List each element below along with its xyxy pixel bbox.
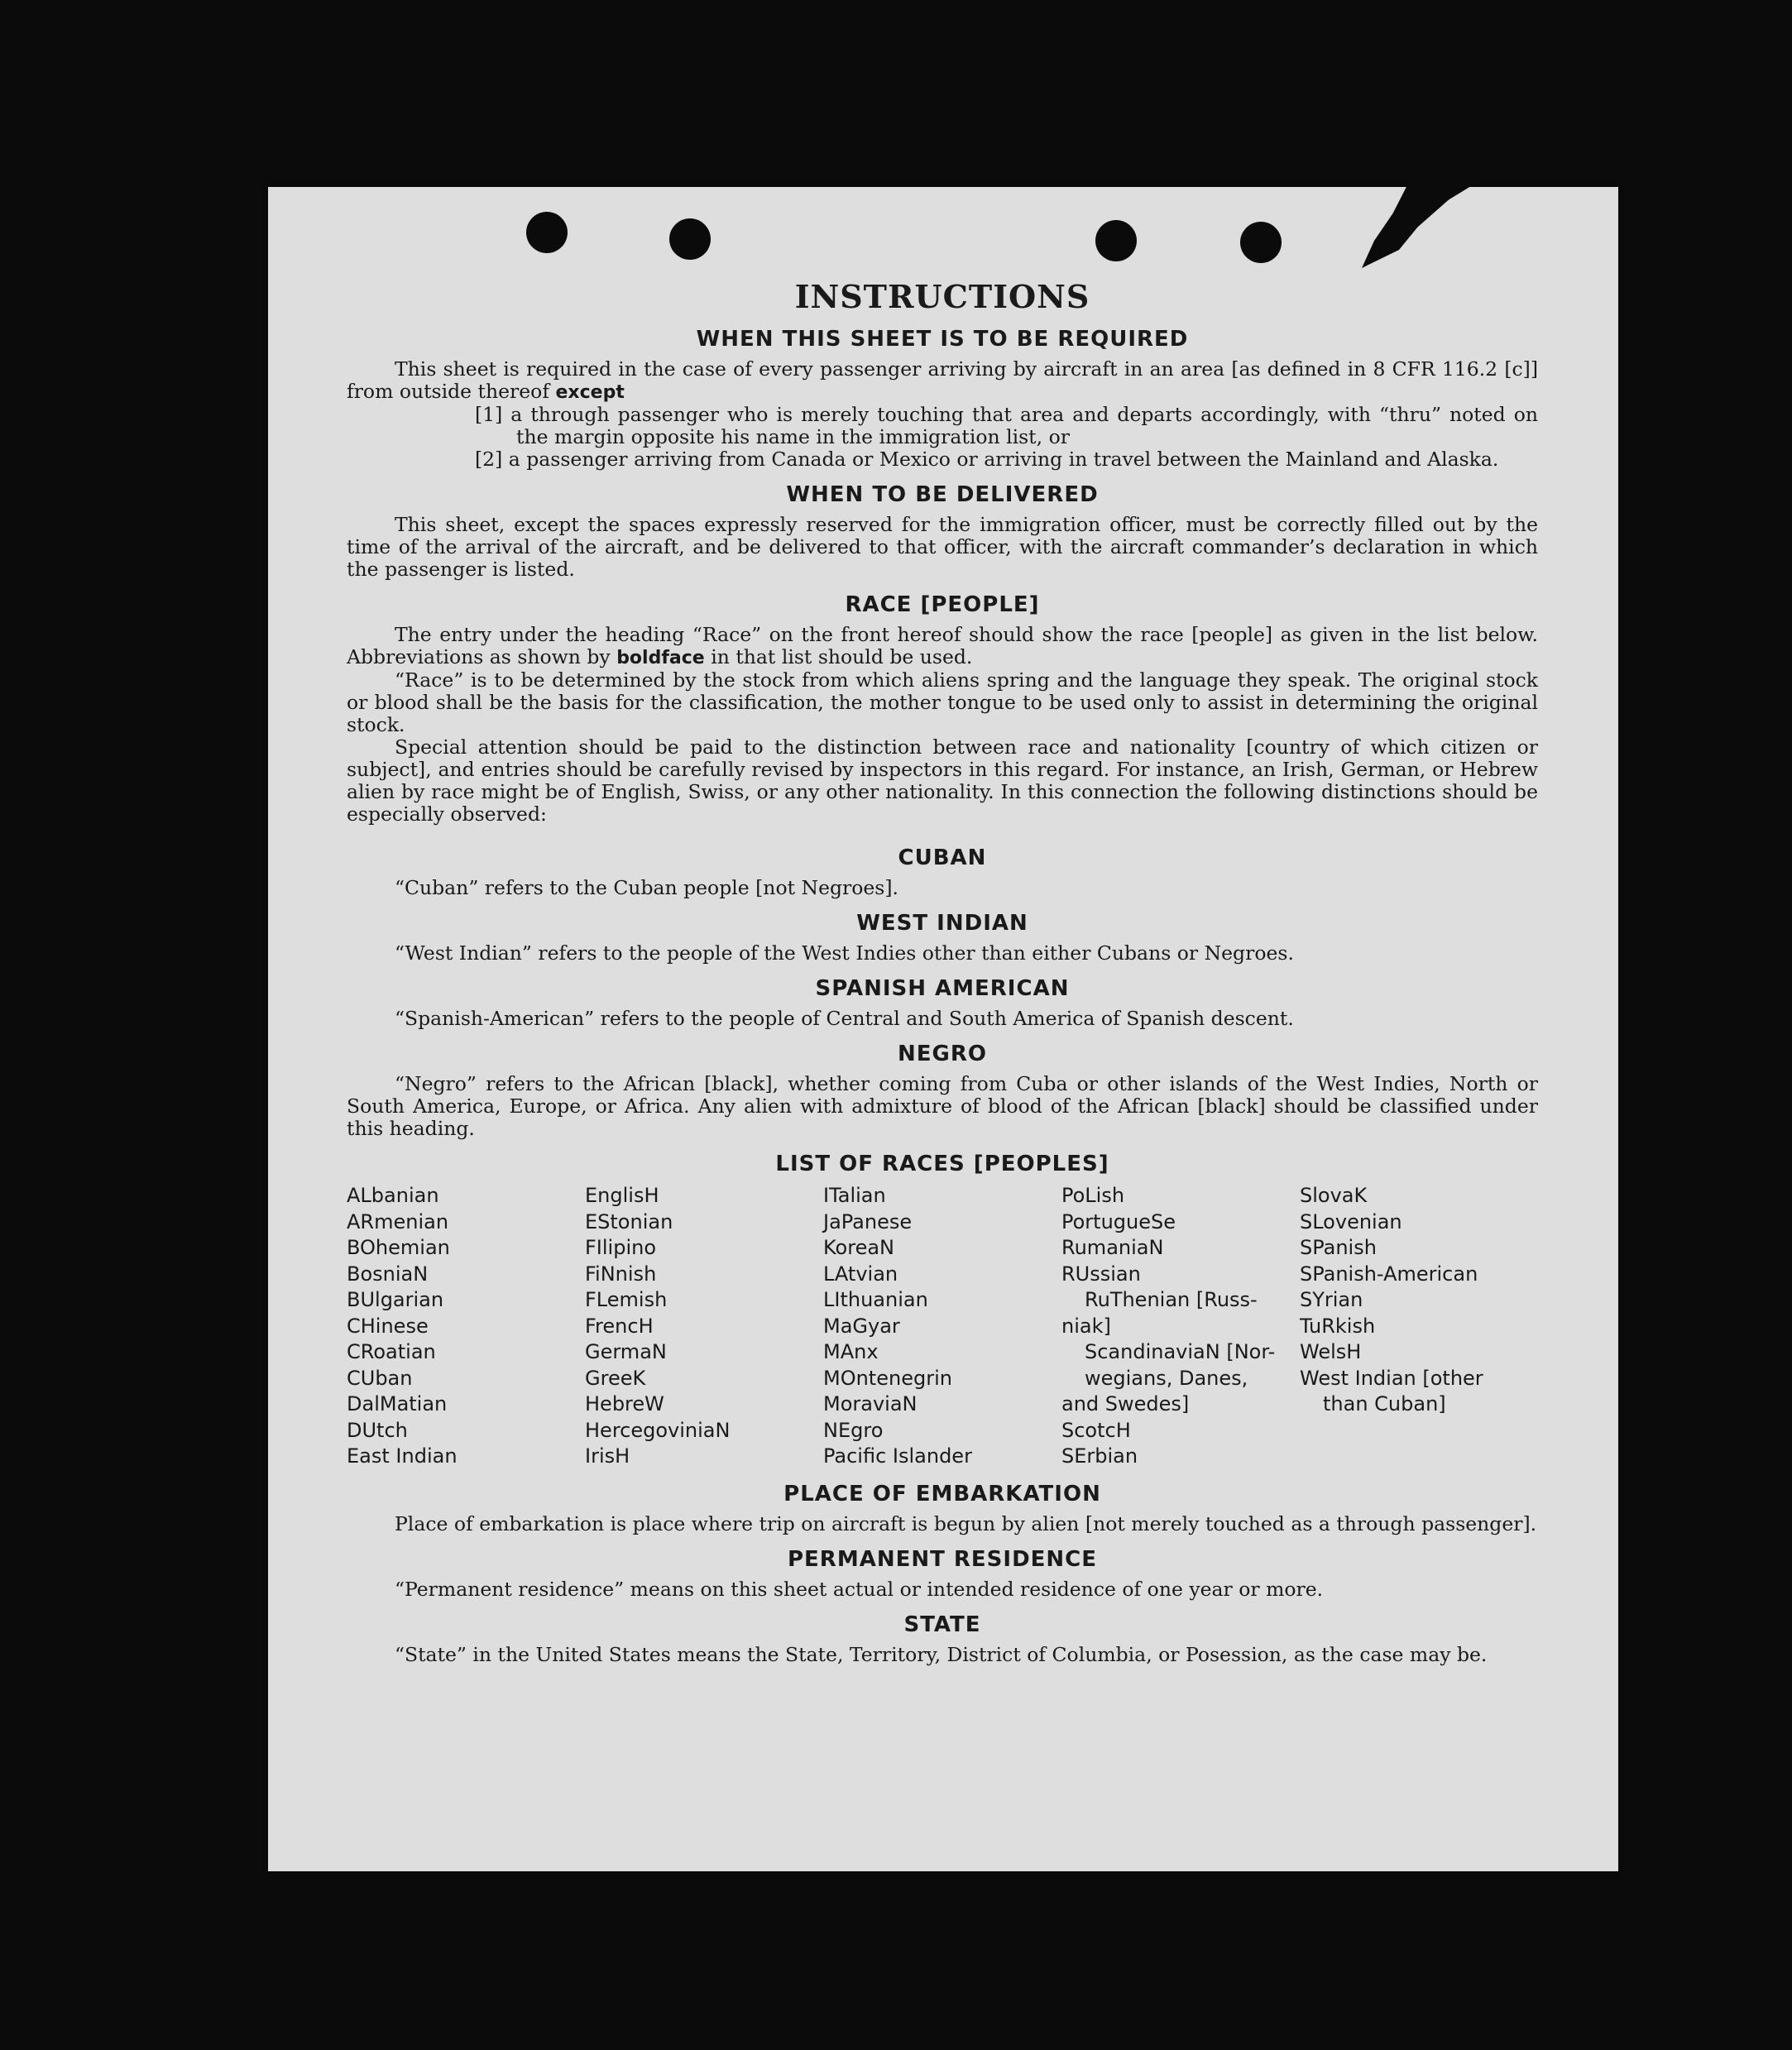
torn-corner — [1362, 177, 1486, 268]
section-heading-cuban: CUBAN — [898, 845, 987, 870]
race-item: CHinese — [347, 1314, 429, 1338]
race-item: PoLish — [1061, 1184, 1125, 1207]
race-item: SLovenian — [1300, 1209, 1402, 1233]
section-heading-spanish-american: SPANISH AMERICAN — [815, 976, 1070, 1001]
punch-hole — [1240, 222, 1282, 263]
section-heading-state: STATE — [903, 1612, 981, 1637]
state-text: “State” in the United States means the State, Territory, District of Columbia, or Posession, as the case may be. — [395, 1642, 1488, 1666]
race-item: BUlgarian — [347, 1288, 444, 1311]
race-item: NEgro — [823, 1418, 884, 1442]
race-item: CUban — [347, 1366, 413, 1390]
punch-hole — [526, 212, 568, 253]
races-column-1 — [347, 1183, 585, 1470]
section-heading-embarkation: PLACE OF EMBARKATION — [783, 1481, 1101, 1506]
race-item: MAnx — [823, 1340, 879, 1363]
instructions-content — [347, 278, 1538, 1666]
race-item: MOntenegrin — [823, 1366, 952, 1390]
section-heading-list-of-races: LIST OF RACES [PEOPLES] — [775, 1152, 1109, 1176]
punch-hole — [669, 218, 711, 260]
boldface-word: boldface — [616, 648, 705, 668]
race-item: BosniaN — [347, 1262, 429, 1286]
race-item: JaPanese — [823, 1209, 913, 1233]
except-word: except — [555, 382, 625, 403]
race-item: HercegoviniaN — [585, 1418, 731, 1442]
spanish-american-text: “Spanish-American” refers to the people of Central and South America of Spanish descent. — [395, 1007, 1294, 1030]
race-item: and Swedes] — [1061, 1392, 1190, 1415]
races-column-3 — [823, 1183, 1061, 1470]
race-item: SlovaK — [1300, 1184, 1368, 1207]
race-item: FLemish — [585, 1288, 668, 1311]
race-item: SPanish-American — [1300, 1262, 1478, 1286]
race-item: ITalian — [823, 1184, 886, 1207]
section-heading-negro: NEGRO — [898, 1042, 987, 1066]
race-item: CRoatian — [347, 1340, 436, 1363]
race-item: TuRkish — [1300, 1314, 1376, 1338]
race-item: RUssian — [1061, 1262, 1141, 1286]
race-item: ScotcH — [1061, 1418, 1131, 1442]
race-item-continuation: ScandinaviaN [Nor- — [1085, 1340, 1276, 1363]
race-item: Pacific Islander — [823, 1444, 972, 1468]
race-paragraph-1: The entry under the heading “Race” on the front hereof should show the race [people] as given in the list below. Abbreviations as shown by boldface in that list should be used. — [347, 623, 1538, 668]
section-heading-delivered: WHEN TO BE DELIVERED — [786, 482, 1099, 507]
race-item: GermaN — [585, 1340, 667, 1363]
required-item-2: [2] a passenger arriving from Canada or Mexico or arriving in travel between the Mainland and Alaska. — [475, 448, 1499, 471]
race-item: LIthuanian — [823, 1288, 928, 1311]
race-item: KoreaN — [823, 1236, 894, 1259]
west-indian-text: “West Indian” refers to the people of the West Indies other than either Cubans or Negroes. — [395, 941, 1294, 965]
race-item: SPanish — [1300, 1236, 1377, 1259]
section-heading-race: RACE [PEOPLE] — [845, 592, 1040, 617]
race-item: niak] — [1061, 1314, 1111, 1338]
section-heading-residence: PERMANENT RESIDENCE — [787, 1546, 1098, 1572]
race-item: GreeK — [585, 1366, 646, 1390]
race-item: West Indian [other — [1300, 1366, 1483, 1390]
race-item: SErbian — [1061, 1444, 1138, 1468]
punch-hole — [1095, 220, 1137, 261]
race-item-continuation: RuThenian [Russ- — [1085, 1288, 1258, 1311]
delivered-text: This sheet, except the spaces expressly reserved for the immigration officer, must be correctly filled out by the time of the arrival of the aircraft, and be delivered to that officer, with the aircraft commander’s declaration in which the passenger is listed. — [347, 513, 1538, 581]
race-item: EnglisH — [585, 1184, 659, 1207]
race-item: PortugueSe — [1061, 1209, 1176, 1233]
race-item: MaGyar — [823, 1314, 900, 1338]
races-column-2 — [585, 1183, 823, 1470]
race-item-continuation: wegians, Danes, — [1085, 1366, 1248, 1390]
race-item: IrisH — [585, 1444, 630, 1468]
race-item: RumaniaN — [1061, 1236, 1164, 1259]
race-item: EStonian — [585, 1209, 673, 1233]
required-intro: This sheet is required in the case of every passenger arriving by aircraft in an area [as defined in 8 CFR 116.2 [c]] from outside thereof except — [347, 357, 1538, 403]
race-paragraph-2: “Race” is to be determined by the stock from which aliens spring and the language they speak. The original stock or blood shall be the basis for the classification, the mother tongue to be used only to assist in determining the original stock. — [347, 668, 1538, 736]
race-item: MoraviaN — [823, 1392, 918, 1415]
races-column-4 — [1061, 1183, 1300, 1470]
races-list — [347, 1183, 1538, 1470]
race-paragraph-3: Special attention should be paid to the distinction between race and nationality [country of which citizen or subject], and entries should be carefully revised by inspectors in this regard. For instance, an Irish, German, or Hebrew alien by race might be of English, Swiss, or any other nationality. In this connection the following distinctions should be especially observed: — [347, 735, 1538, 826]
race-item: FrencH — [585, 1314, 654, 1338]
races-column-5 — [1300, 1183, 1538, 1470]
document-page — [268, 187, 1618, 1871]
race-item: BOhemian — [347, 1236, 450, 1259]
negro-text: “Negro” refers to the African [black], whether coming from Cuba or other islands of the West Indies, North or South America, Europe, or Africa. Any alien with admixture of blood of the African [black] should be classified under this heading. — [347, 1072, 1538, 1140]
race-item: WelsH — [1300, 1340, 1362, 1363]
page-title: INSTRUCTIONS — [794, 278, 1090, 315]
race-item-continuation: than Cuban] — [1323, 1392, 1446, 1415]
race-item: FiNnish — [585, 1262, 657, 1286]
race-item: HebreW — [585, 1392, 664, 1415]
race-item: SYrian — [1300, 1288, 1363, 1311]
residence-text: “Permanent residence” means on this sheet actual or intended residence of one year or more. — [395, 1577, 1324, 1601]
race-item: DalMatian — [347, 1392, 448, 1415]
race-item: East Indian — [347, 1444, 458, 1468]
race-item: LAtvian — [823, 1262, 898, 1286]
section-heading-west-indian: WEST INDIAN — [856, 911, 1028, 936]
cuban-text: “Cuban” refers to the Cuban people [not Negroes]. — [395, 876, 899, 899]
section-heading-required: WHEN THIS SHEET IS TO BE REQUIRED — [696, 327, 1189, 352]
race-item: DUtch — [347, 1418, 408, 1442]
race-item: ALbanian — [347, 1184, 439, 1207]
required-item-1: [1] a through passenger who is merely touching that area and departs accordingly, with “thru” noted on the margin opposite his name in the immigration list, or — [475, 403, 1538, 448]
race-item: FIlipino — [585, 1236, 657, 1259]
embarkation-text: Place of embarkation is place where trip on aircraft is begun by alien [not merely touched as a through passenger]. — [395, 1511, 1537, 1535]
race-item: ARmenian — [347, 1209, 449, 1233]
